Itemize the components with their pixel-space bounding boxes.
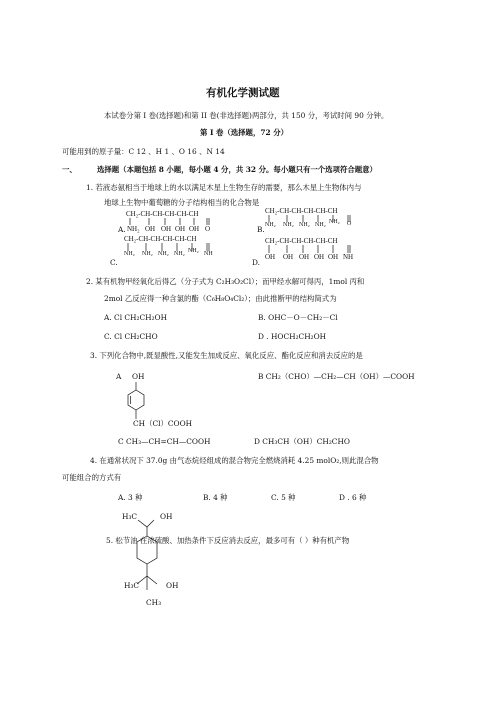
q4-stem-line2: 可能组合的方式有: [62, 473, 122, 482]
q1-c-sub-3: NH₂: [158, 251, 169, 257]
q1-b-chain: CH₂-CH-CH-CH-CH-CH: [265, 207, 338, 215]
q1-b-sub-3: NH₂: [299, 222, 310, 228]
q5-structure-top-right: OH: [160, 512, 173, 521]
q2-stem-line1: 2. 某有机物甲经氧化后得乙（分子式为 C₂H₃O₂Cl）；而甲经水解可得丙，1mol 丙和: [86, 277, 365, 286]
q1-b-sub-6: O: [347, 221, 352, 227]
q4-option-a: A. 3 种: [118, 493, 143, 502]
q1-option-c-structure: [124, 233, 234, 263]
q1-option-c-label: C.: [110, 258, 118, 267]
section-heading: 第 I 卷（选择题，72 分）: [200, 128, 288, 137]
q1-a-sub-3: OH: [161, 225, 172, 233]
q2-option-d: D . HOCH₂CH₂OH: [258, 332, 327, 341]
q1-a-bonds: [130, 218, 209, 225]
q1-stem-line2: 地球上生物中葡萄糖的分子结构相当的化合物是: [104, 198, 260, 207]
q3-option-b: B CH₂（CHO）—CH₂—CH（OH）—COOH: [258, 372, 415, 381]
q3-option-a-substituent: CH（Cl）COOH: [133, 419, 193, 428]
part-number: 一、: [62, 165, 77, 174]
q3-option-a-oh: OH: [132, 372, 145, 381]
q1-option-b-structure: [265, 205, 375, 233]
q2-option-a: A. Cl CH₂CH₂OH: [104, 313, 168, 322]
q1-d-sub-5: OH: [328, 253, 339, 261]
q1-d-sub-3: OH: [299, 253, 310, 261]
q1-a-sub-4: OH: [175, 225, 186, 233]
q1-d-sub-2: OH: [283, 253, 294, 261]
q1-c-chain: CH₂-CH-CH-CH-CH-CH: [124, 235, 197, 243]
part-instructions: 选择题（本题包括 8 小题，每小题 4 分，共 32 分。每小题只有一个选项符合题意）: [97, 165, 377, 174]
q1-stem-line1: 1. 若液态氨相当于地球上的水以满足木星上生物生存的需要，那么木星上生物体内与: [86, 183, 362, 192]
q2-option-c: C. Cl CH₂CHO: [104, 332, 158, 341]
q3-option-c: C CH₃—CH=CH—COOH: [118, 437, 211, 446]
q3-option-a-benzene-ring: [124, 382, 150, 422]
q1-c-sub-5: NH₂: [188, 248, 199, 254]
q1-c-sub-1: NH₂: [124, 251, 135, 257]
q1-a-chain: CH₂-CH-CH-CH-CH-CH: [126, 210, 199, 218]
q1-a-sub-1: NH₂: [127, 225, 140, 233]
q3-option-d: D CH₃CH（OH）CH₂CHO: [254, 437, 350, 446]
q4-option-c: C. 5 种: [271, 493, 296, 502]
q1-d-sub-6: NH: [343, 253, 354, 261]
q5-structure-top-left: H₃C: [122, 512, 138, 521]
q1-a-sub-2: OH: [145, 225, 156, 233]
q1-option-a-label: A.: [118, 225, 126, 234]
exam-intro: 本试卷分第 I 卷(选择题)和第 II 卷(非选择题)两部分，共 150 分，考试时间 90 分钟。: [104, 111, 389, 120]
q1-c-sub-4: NH₂: [174, 251, 185, 257]
q1-d-sub-4: OH: [314, 253, 325, 261]
q1-b-sub-2: NH₂: [283, 222, 294, 228]
q3-option-a-label: A: [116, 372, 122, 381]
q1-a-sub-6: O: [205, 225, 211, 233]
q4-stem-line1: 4. 在通常状况下 37.0g 由气态烷烃组成的混合物完全燃烧消耗 4.25 molO₂,则此混合物: [90, 456, 379, 465]
q4-option-d: D . 6 种: [339, 493, 367, 502]
q3-stem: 3. 下列化合物中,既显酸性,又能发生加成反应、氧化反应、酯化反应和消去反应的是: [90, 351, 363, 360]
q1-option-d-structure: [265, 235, 375, 265]
q5-structure-bottom-left: H₃C: [124, 581, 140, 590]
q1-d-chain: CH₂-CH-CH-CH-CH-CH: [265, 237, 338, 245]
q1-c-sub-6: NH: [204, 251, 213, 257]
q1-d-sub-1: OH: [265, 253, 276, 261]
q1-c-sub-2: NH₂: [142, 251, 153, 257]
q1-option-d-label: D.: [252, 258, 261, 267]
q5-terpineol-ring: [132, 516, 172, 606]
q2-option-b: B. OHC－O－CH₂－Cl: [258, 313, 338, 322]
q1-option-a-structure: [118, 207, 228, 235]
q1-b-sub-5: NH₂: [329, 219, 340, 225]
q1-a-sub-5: OH: [189, 225, 200, 233]
q1-option-b-label: B.: [257, 225, 265, 234]
q5-structure-bottom-right: OH: [166, 581, 179, 590]
q1-b-sub-4: NH₂: [315, 222, 326, 228]
q1-b-sub-1: NH₂: [265, 222, 276, 228]
atomic-mass-note: 可能用到的原子量：C 12 、H 1 、O 16 、N 14: [62, 147, 225, 156]
q1-d-bonds: [269, 245, 350, 253]
q2-stem-line2: 2mol 乙反应得一种含氯的酯（C₆H₈O₄Cl₂）；由此推断甲的结构简式为: [104, 294, 337, 303]
q4-option-b: B. 4 种: [203, 493, 228, 502]
q5-stem: 5. 松节油 在浓硫酸、加热条件下反应消去反应，最多可有（ ）种有机产物: [106, 536, 350, 545]
page-title: 有机化学测试题: [206, 87, 280, 99]
q5-structure-bottom-methyl: CH₃: [146, 598, 162, 607]
